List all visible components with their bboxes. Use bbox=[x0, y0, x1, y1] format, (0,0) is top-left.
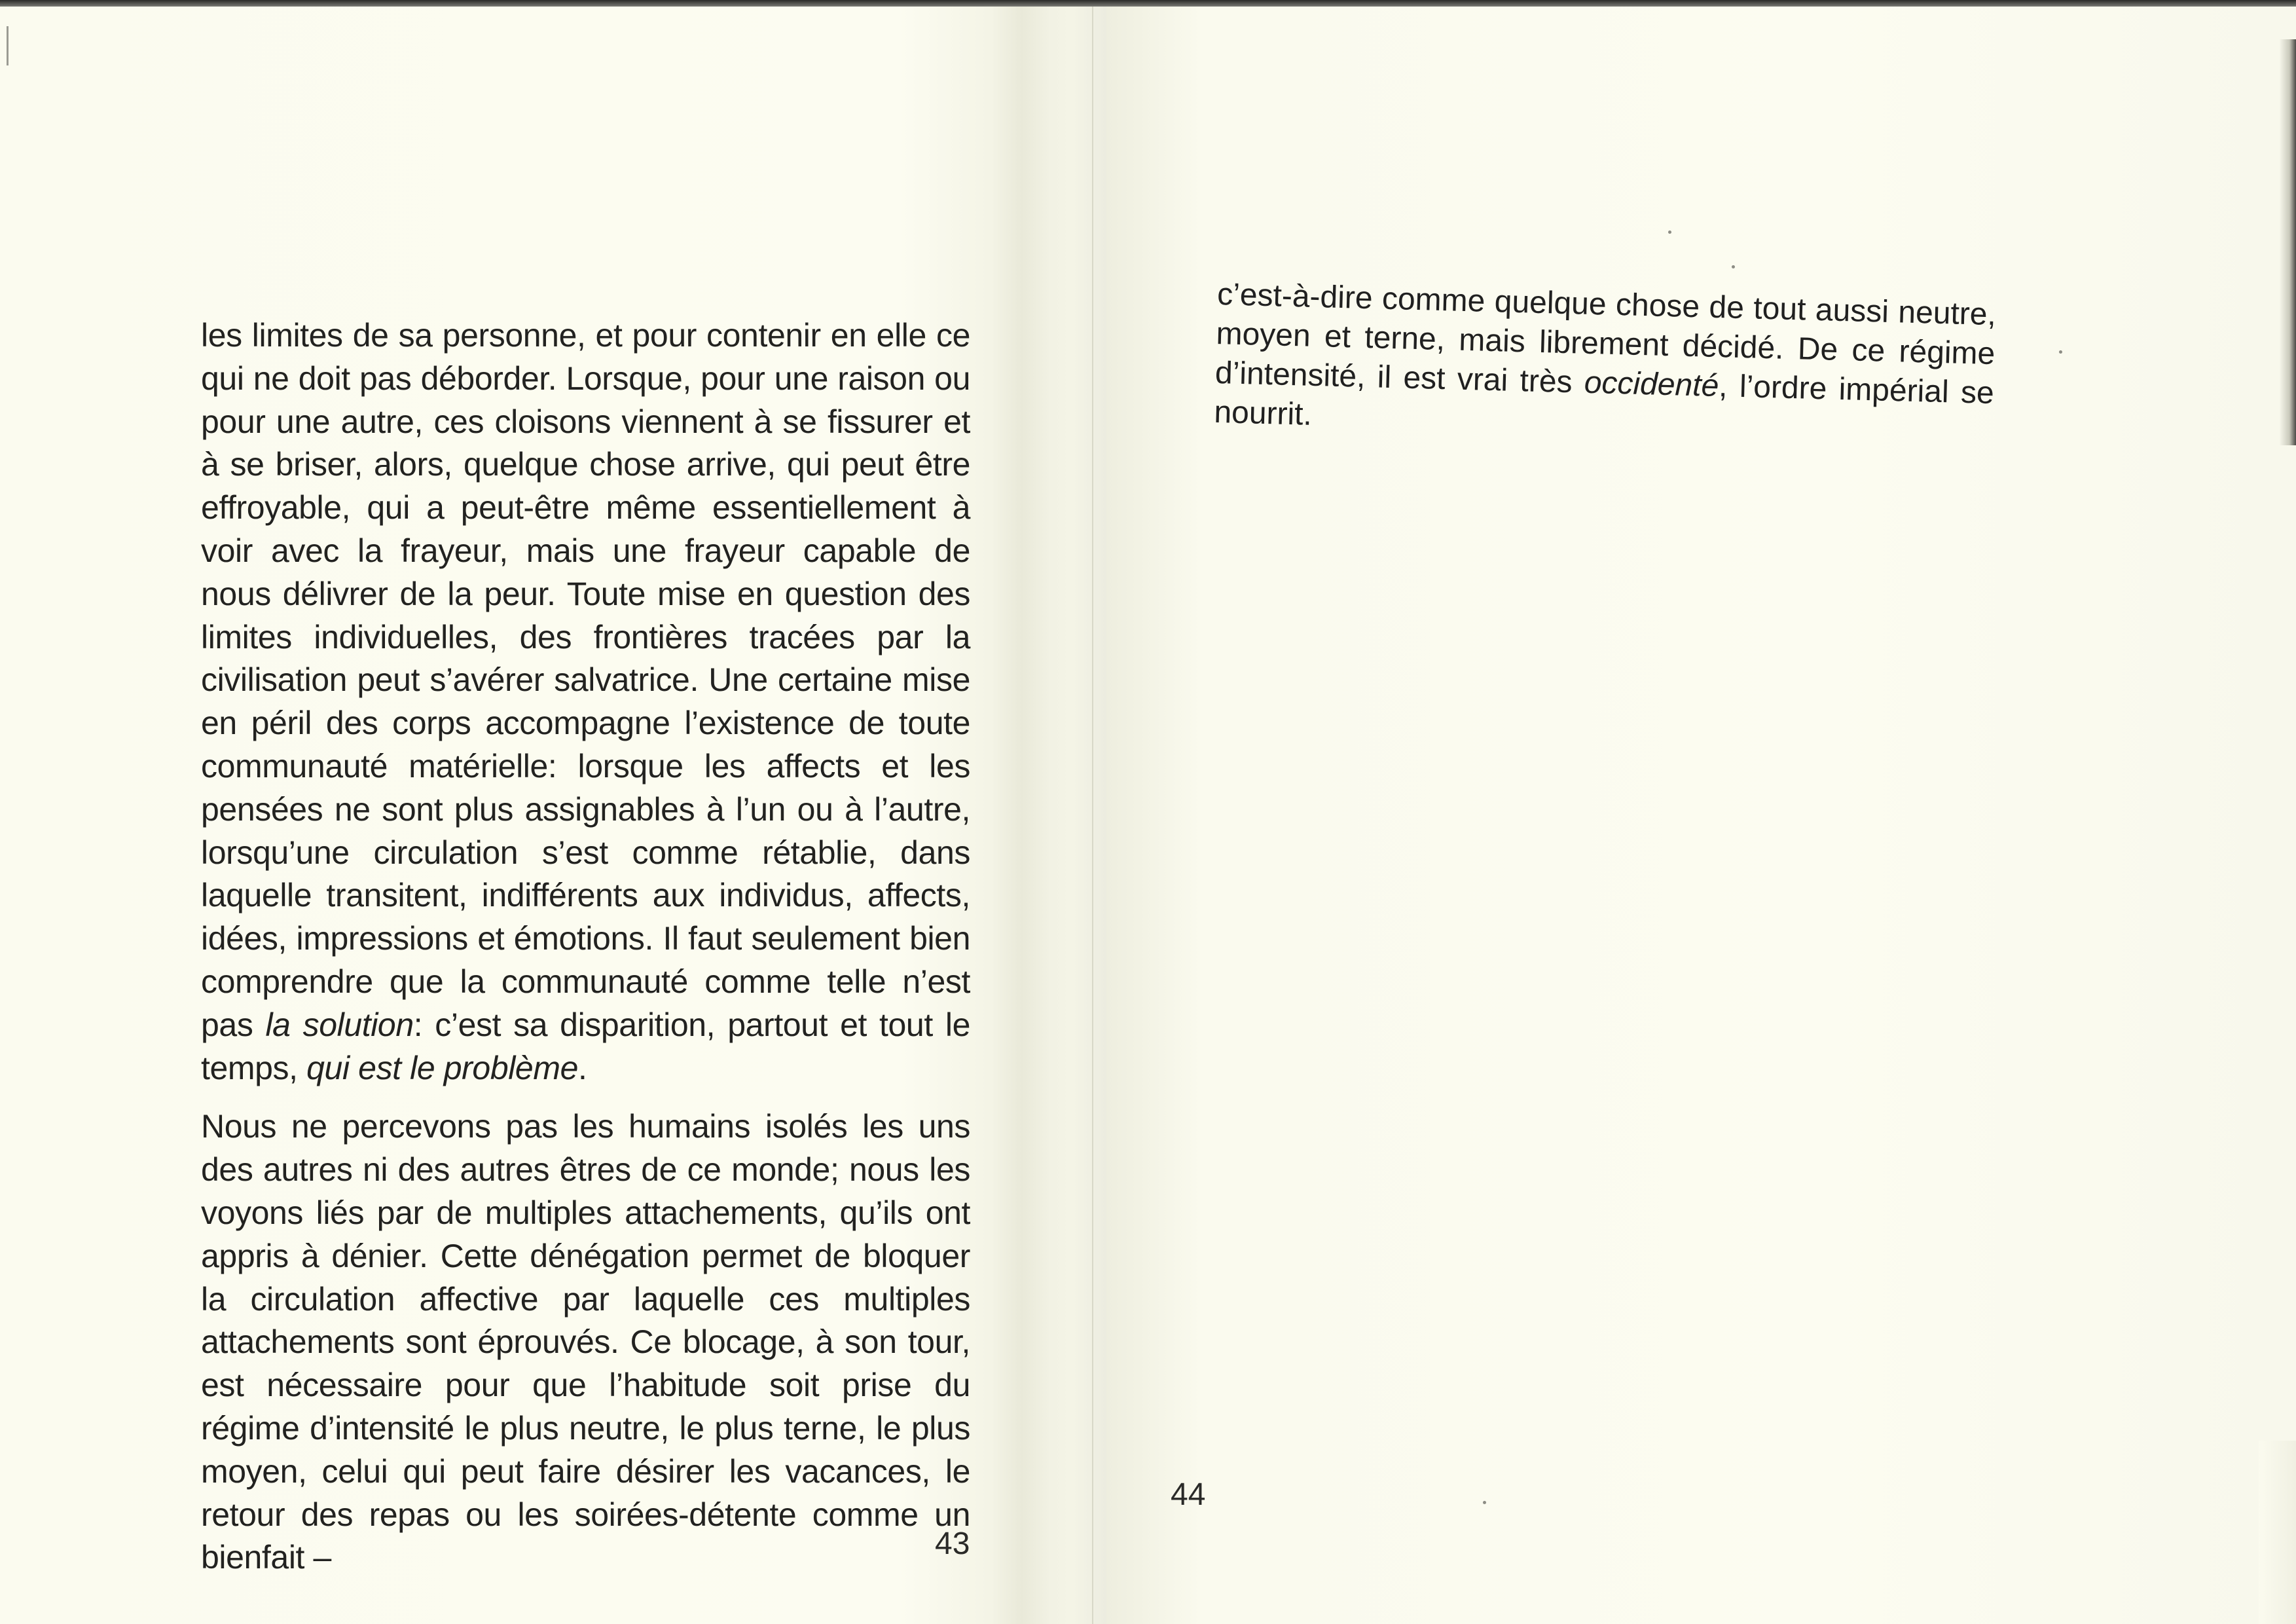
right-edge-shadow bbox=[2280, 39, 2296, 445]
right-paragraph-1-text-1: c’est-à-dire comme quelque chose de tout aussi neutre, moyen et terne, mais librement décidé. De ce régime d’intensité, il est vrai très bbox=[1214, 276, 1997, 400]
left-paragraph-1-text-2: : c’est sa disparition, partout et tout le temps, bbox=[201, 1006, 970, 1086]
left-edge-mark bbox=[7, 26, 9, 65]
scan-speck bbox=[1483, 1501, 1486, 1504]
gutter-fold-line bbox=[1092, 7, 1093, 1624]
book-gutter bbox=[1021, 7, 1106, 1624]
right-page bbox=[1106, 7, 2296, 1624]
scan-speck bbox=[1732, 265, 1735, 268]
left-paragraph-1-text-1: les limites de sa personne, et pour contenir en elle ce qui ne doit pas déborder. Lorsque, pour une raison ou pour une autre, ces cloisons viennent à se fissurer et à se briser, alors, quelque chose arrive, qui peut être effroyable, qui a peut-être même essentiellement à voir avec la frayeur, mais une frayeur capable de nous délivrer de la peur. Toute mise en question des limites individuelles, des frontières tracées par la civilisation peut s’avérer salvatrice. Une certaine mise en péril des corps accompagne l’existence de toute communauté matérielle: lorsque les affects et les pensées ne sont plus assignables à l’un ou à l’autre, lorsqu’une circulation s’est comme rétablie, dans laquelle transitent, indifférents aux individus, affects, idées, impressions et émotions. Il faut seulement bien comprendre que la communauté comme telle n’est pas bbox=[201, 317, 970, 1043]
scan-speck bbox=[2059, 350, 2062, 354]
right-page-body bbox=[1214, 275, 1997, 452]
left-paragraph-1-text-3: . bbox=[578, 1049, 587, 1086]
left-paragraph-1-emphasis-1: la solution bbox=[265, 1006, 414, 1043]
left-paragraph-1 bbox=[201, 314, 970, 1090]
left-paragraph-1-emphasis-2: qui est le problème bbox=[306, 1049, 579, 1086]
scan-speck bbox=[1668, 231, 1671, 234]
right-paragraph-1 bbox=[1214, 275, 1997, 452]
right-paragraph-1-text-2: , l’ordre impérial se nourrit. bbox=[1213, 369, 1995, 432]
left-paragraph-2: Nous ne percevons pas les humains isolés les uns des autres ni des autres êtres de ce monde; nous les voyons liés par de multiples attachements, qu’ils ont appris à dénier. Cette dénégation permet de bloquer la circulation affective par laquelle ces multiples attachements sont éprouvés. Ce blocage, à son tour, est nécessaire pour que l’habitude soit prise du régime d’intensité le plus neutre, le plus terne, le plus moyen, celui qui peut faire désirer les vacances, le retour des repas ou les soirées-détente comme un bienfait – bbox=[201, 1108, 970, 1576]
right-edge-lower bbox=[2259, 1441, 2296, 1624]
right-paragraph-1-emphasis-1: occidenté bbox=[1584, 365, 1719, 404]
left-page-body bbox=[201, 314, 970, 1579]
left-page-number: 43 bbox=[935, 1526, 970, 1561]
right-page-number: 44 bbox=[1171, 1477, 1206, 1512]
